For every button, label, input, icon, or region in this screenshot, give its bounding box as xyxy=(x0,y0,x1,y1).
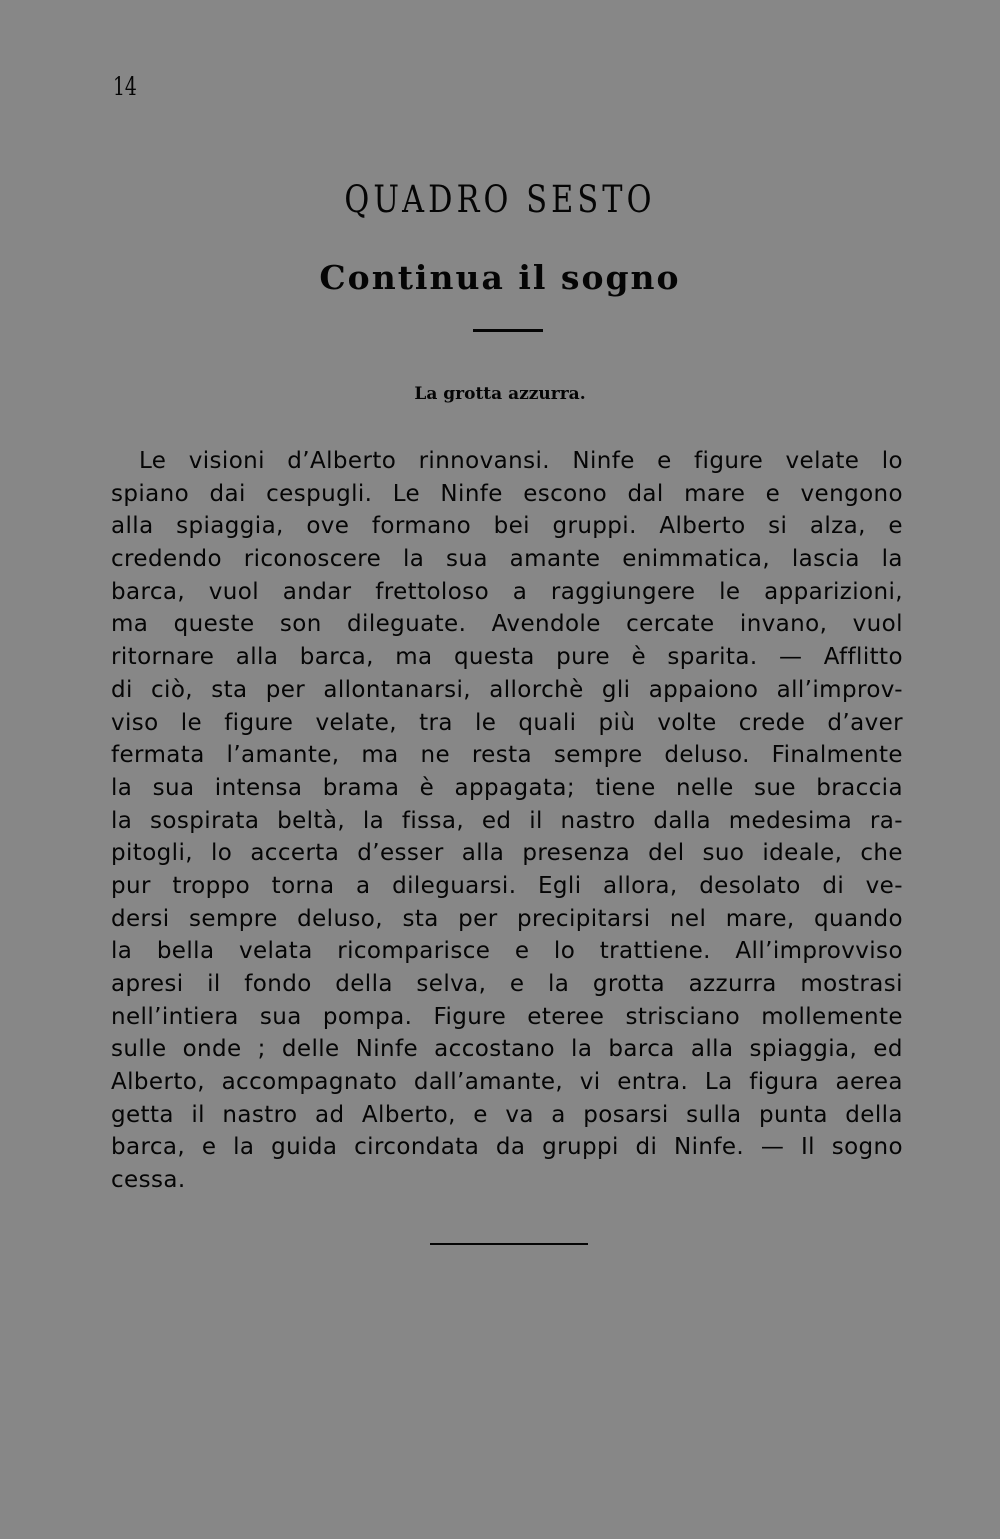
word: allontanarsi, xyxy=(323,676,471,703)
title-divider xyxy=(473,329,543,332)
word: e xyxy=(888,513,903,540)
word: sua xyxy=(259,1003,302,1030)
word: a xyxy=(512,578,528,605)
word: quando xyxy=(814,905,903,932)
text-line xyxy=(111,445,903,478)
word: escono xyxy=(523,480,608,507)
word: Le xyxy=(139,448,167,474)
word: quali xyxy=(518,709,577,736)
word: le xyxy=(474,709,497,736)
text-line xyxy=(111,739,903,772)
word: fermata xyxy=(111,742,205,769)
word: mollemente xyxy=(761,1003,903,1030)
word: a xyxy=(551,1101,566,1128)
end-divider xyxy=(430,1243,588,1245)
word: Ninfe. xyxy=(674,1134,745,1161)
word: e xyxy=(509,971,525,997)
word: dall’amante, xyxy=(413,1069,564,1096)
word: per xyxy=(265,676,306,703)
word: Figure xyxy=(433,1003,507,1030)
word: Finalmente xyxy=(771,742,903,769)
word: cessa. xyxy=(111,1167,186,1194)
word: Le xyxy=(392,480,421,507)
scene-heading: La grotta azzurra. xyxy=(414,384,586,404)
word: della xyxy=(335,971,393,997)
word: la xyxy=(402,546,425,573)
text-line xyxy=(111,903,903,936)
text-line xyxy=(111,707,903,740)
word: il xyxy=(191,1101,205,1128)
word: della xyxy=(845,1101,903,1128)
word: mostrasi xyxy=(800,971,903,997)
chapter-title: QUADRO SESTO xyxy=(344,178,656,221)
word: azzurra xyxy=(688,971,777,997)
word: si xyxy=(768,513,788,540)
word: gruppi xyxy=(542,1134,619,1161)
word: sempre xyxy=(553,742,643,769)
word: gli xyxy=(601,676,631,703)
word: sulle xyxy=(111,1036,167,1063)
word: dersi xyxy=(111,905,170,932)
word: ideale, xyxy=(762,840,843,867)
word: desolato xyxy=(699,872,801,899)
word: all’improv- xyxy=(776,676,903,703)
word: lascia xyxy=(791,546,860,573)
word: sua xyxy=(152,774,195,801)
text-line xyxy=(111,1033,903,1066)
word: Ninfe xyxy=(440,480,503,507)
word: barca, xyxy=(299,644,374,671)
word: appagata; xyxy=(454,774,576,801)
text-line xyxy=(111,1164,903,1197)
word: Avendole xyxy=(491,611,601,638)
word: La xyxy=(704,1069,733,1096)
word: sospirata xyxy=(150,807,260,834)
word: ad xyxy=(314,1101,345,1128)
text-line xyxy=(111,968,903,1001)
word: accerta xyxy=(250,840,340,867)
word: lo xyxy=(553,938,576,965)
word: sue xyxy=(753,774,796,801)
word: che xyxy=(860,840,903,867)
word: la xyxy=(233,1134,255,1161)
word: la xyxy=(881,546,903,573)
word: bella xyxy=(156,938,215,965)
word: sparita. xyxy=(667,644,758,671)
word: la xyxy=(111,807,133,834)
word: la xyxy=(548,971,570,997)
word: punta xyxy=(758,1101,828,1128)
word: troppo xyxy=(172,872,251,899)
word: vengono xyxy=(800,480,903,507)
word: queste xyxy=(173,611,255,638)
word: Afflitto xyxy=(823,644,903,671)
word: Alberto, xyxy=(111,1069,205,1096)
word: pompa. xyxy=(322,1003,413,1030)
text-line xyxy=(111,1099,903,1132)
text-line xyxy=(111,543,903,576)
word: e xyxy=(657,448,672,474)
word: lo xyxy=(211,840,233,867)
word: nell’intiera xyxy=(111,1003,239,1030)
word: nel xyxy=(669,905,707,932)
word: alla xyxy=(111,513,154,540)
text-line xyxy=(111,772,903,805)
word: ma xyxy=(361,742,399,769)
word: dal xyxy=(627,480,664,507)
word: d’Alberto xyxy=(287,448,397,474)
word: apparizioni, xyxy=(764,578,903,605)
text-line xyxy=(111,935,903,968)
word: ed xyxy=(481,807,512,834)
word: sogno xyxy=(831,1134,903,1161)
word: ra- xyxy=(869,807,903,834)
word: figure xyxy=(694,448,764,474)
word: crede xyxy=(738,709,806,736)
word: ritornare xyxy=(111,644,215,671)
word: appaiono xyxy=(648,676,759,703)
word: entra. xyxy=(617,1069,689,1096)
word: pur xyxy=(111,872,151,899)
word: di xyxy=(111,676,133,703)
word: nastro xyxy=(222,1101,298,1128)
word: — xyxy=(760,1134,785,1161)
word: ciò, xyxy=(151,676,194,703)
word: posarsi xyxy=(583,1101,669,1128)
word: — xyxy=(778,644,803,671)
word: dai xyxy=(209,480,246,507)
word: precipitarsi xyxy=(517,905,651,932)
word: allora, xyxy=(603,872,678,899)
word: è xyxy=(631,644,646,671)
word: strisciano xyxy=(625,1003,741,1030)
word: Egli xyxy=(537,872,582,899)
word: e xyxy=(473,1101,488,1128)
word: fissa, xyxy=(401,807,465,834)
text-line xyxy=(111,1066,903,1099)
text-line xyxy=(111,608,903,641)
word: Ninfe xyxy=(572,448,635,474)
word: Alberto, xyxy=(361,1101,456,1128)
word: spiaggia, xyxy=(749,1036,858,1063)
word: delle xyxy=(281,1036,340,1063)
text-line xyxy=(111,1131,903,1164)
word: enimmatica, xyxy=(622,546,771,573)
word: dileguarsi. xyxy=(392,872,517,899)
word: la xyxy=(111,938,133,965)
word: trattiene. xyxy=(599,938,711,965)
word: Alberto xyxy=(659,513,746,540)
word: volte xyxy=(657,709,717,736)
word: è xyxy=(419,774,435,801)
word: son xyxy=(279,611,322,638)
word: le xyxy=(719,578,741,605)
word: mare xyxy=(684,480,746,507)
text-line xyxy=(111,805,903,838)
word: aerea xyxy=(835,1069,903,1096)
word: va xyxy=(505,1101,534,1128)
word: d’aver xyxy=(827,709,903,736)
word: nelle xyxy=(676,774,734,801)
word: vi xyxy=(579,1069,601,1096)
word: vuol xyxy=(208,578,260,605)
text-line xyxy=(111,837,903,870)
word: andar xyxy=(282,578,352,605)
text-line xyxy=(111,510,903,543)
word: figure xyxy=(224,709,294,736)
word: accompagnato xyxy=(221,1069,398,1096)
word: medesima xyxy=(728,807,853,834)
word: d’esser xyxy=(357,840,444,867)
word: alza, xyxy=(809,513,866,540)
word: figura xyxy=(749,1069,819,1096)
chapter-subtitle: Continua il sogno xyxy=(319,258,681,297)
word: questa xyxy=(453,644,535,671)
word: bei xyxy=(493,513,530,540)
word: il xyxy=(529,807,543,834)
word: spiaggia, xyxy=(176,513,284,540)
word: raggiungere xyxy=(550,578,696,605)
word: brama xyxy=(322,774,400,801)
word: ma xyxy=(111,611,149,638)
word: tiene xyxy=(595,774,656,801)
word: più xyxy=(598,709,636,736)
word: dileguate. xyxy=(347,611,467,638)
word: guida xyxy=(271,1134,338,1161)
word: di xyxy=(822,872,845,899)
word: alla xyxy=(461,840,505,867)
word: sua xyxy=(446,546,488,573)
word: a xyxy=(356,872,371,899)
word: onde xyxy=(182,1036,242,1063)
word: ve- xyxy=(865,872,903,899)
word: allorchè xyxy=(489,676,584,703)
word: e xyxy=(765,480,781,507)
word: Ninfe xyxy=(355,1036,419,1063)
word: riconoscere xyxy=(243,546,382,573)
word: alla xyxy=(235,644,279,671)
word: le xyxy=(180,709,203,736)
word: e xyxy=(201,1134,217,1161)
word: l’amante, xyxy=(226,742,340,769)
word: alla xyxy=(690,1036,734,1063)
word: suo xyxy=(702,840,745,867)
word: pure xyxy=(556,644,611,671)
text-line xyxy=(111,641,903,674)
word: sta xyxy=(402,905,439,932)
body-paragraph xyxy=(111,445,903,1197)
word: invano, xyxy=(739,611,828,638)
word: la xyxy=(111,774,133,801)
word: cespugli. xyxy=(266,480,373,507)
word: ove xyxy=(306,513,350,540)
word: gruppi. xyxy=(552,513,637,540)
word: ; xyxy=(257,1036,266,1063)
word: getta xyxy=(111,1101,174,1128)
word: deluso, xyxy=(297,905,383,932)
word: selva, xyxy=(416,971,487,997)
word: All’improvviso xyxy=(735,938,903,965)
word: braccia xyxy=(816,774,903,801)
text-line xyxy=(111,674,903,707)
word: beltà, xyxy=(277,807,346,834)
word: deluso. xyxy=(664,742,750,769)
word: visioni xyxy=(188,448,265,474)
word: mare, xyxy=(725,905,795,932)
word: vuol xyxy=(852,611,903,638)
word: sulla xyxy=(686,1101,742,1128)
word: barca, xyxy=(111,578,186,605)
word: formano xyxy=(371,513,472,540)
text-line xyxy=(111,576,903,609)
word: amante xyxy=(509,546,601,573)
word: e xyxy=(514,938,530,965)
word: sempre xyxy=(189,905,278,932)
word: presenza xyxy=(522,840,631,867)
word: Il xyxy=(800,1134,815,1161)
word: il xyxy=(207,971,221,997)
word: intensa xyxy=(214,774,303,801)
word: viso xyxy=(111,709,159,736)
word: ne xyxy=(420,742,450,769)
word: spiano xyxy=(111,480,190,507)
word: accostano xyxy=(434,1036,555,1063)
word: sta xyxy=(211,676,248,703)
word: nastro xyxy=(560,807,636,834)
word: circondata xyxy=(354,1134,480,1161)
word: ma xyxy=(395,644,433,671)
word: dalla xyxy=(653,807,711,834)
word: rinnovansi. xyxy=(418,448,551,474)
page-number: 14 xyxy=(113,72,137,101)
word: apresi xyxy=(111,971,184,997)
word: cercate xyxy=(626,611,715,638)
word: barca xyxy=(608,1036,675,1063)
word: fondo xyxy=(244,971,312,997)
word: del xyxy=(648,840,685,867)
word: la xyxy=(362,807,385,834)
word: la xyxy=(571,1036,593,1063)
word: da xyxy=(495,1134,526,1161)
word: ed xyxy=(873,1036,903,1063)
word: credendo xyxy=(111,546,222,573)
word: velate, xyxy=(315,709,397,736)
text-line xyxy=(111,478,903,511)
text-line xyxy=(111,1001,903,1034)
text-line xyxy=(111,870,903,903)
word: per xyxy=(458,905,498,932)
word: barca, xyxy=(111,1134,186,1161)
word: pitogli, xyxy=(111,840,193,867)
word: eteree xyxy=(527,1003,605,1030)
word: tra xyxy=(419,709,453,736)
word: velate xyxy=(785,448,860,474)
word: lo xyxy=(881,448,903,474)
word: grotta xyxy=(592,971,666,997)
word: ricomparisce xyxy=(337,938,491,965)
word: frettoloso xyxy=(375,578,490,605)
word: di xyxy=(635,1134,658,1161)
word: torna xyxy=(271,872,335,899)
word: velata xyxy=(238,938,313,965)
word: resta xyxy=(471,742,533,769)
